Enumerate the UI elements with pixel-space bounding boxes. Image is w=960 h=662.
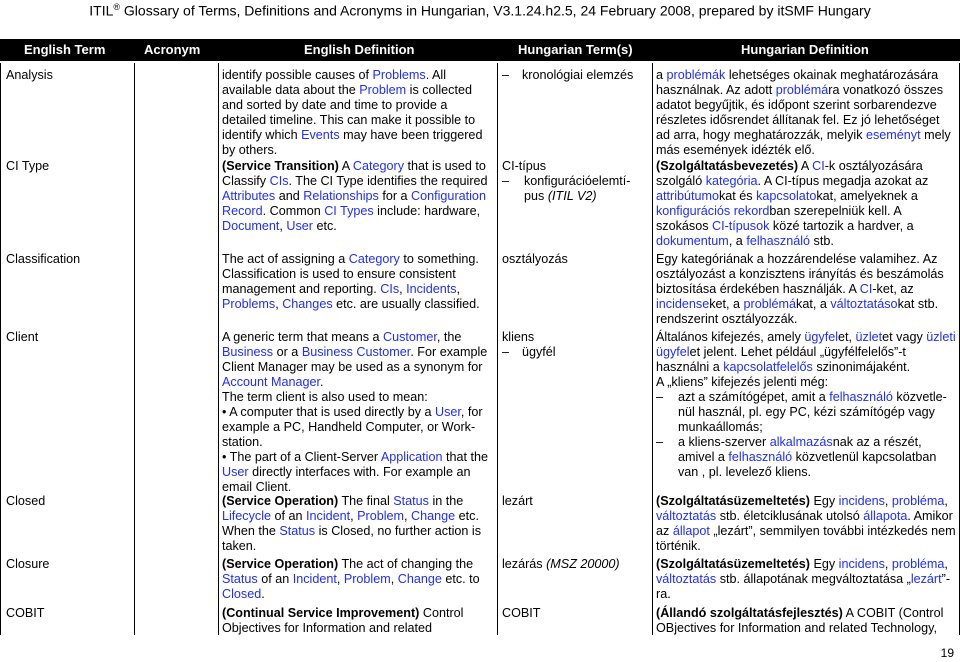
link-customer[interactable]: Customer [383,330,437,344]
term-analysis: Analysis [6,68,53,82]
link-changes[interactable]: Changes [282,297,333,311]
definition-en-closure: (Service Operation) The act of changing the Status of an Incident, Problem, Change etc. to Closed. [222,557,480,601]
link-configuration-record[interactable]: Configuration Record [222,189,486,218]
link-relationships[interactable]: Relationships [303,189,379,203]
link-kapcsolatfelelos[interactable]: kapcsolatfelelős [723,360,813,374]
link-cis[interactable]: CIs [380,282,400,296]
grid-line [652,63,653,635]
link-change[interactable]: Change [411,509,456,523]
registered-mark: ® [113,2,121,12]
link-change[interactable]: Change [397,572,442,586]
hu-term-closure: lezárás (MSZ 20000) [502,557,620,571]
link-alkalmazas[interactable]: alkalmazás [769,435,833,449]
definition-hu-client: Általános kifejezés, amely ügyfelet, üzletet vagy üzleti ügyfelet jelent. Lehet például „ügyfélfelelős”-t használni a kapcsolatfelelős szinonimájaként. A „kliens” kifejezés jelenti még: – azt a számítógépet, amit a felhasználó közvetle-nül használ, pl. egy PC, kézi számítógép vagy munkaállomás; – a kliens-szerver alkalmazásnak az a részét, amivel a felhasználó közvetlenül kapcsolatban van , pl. levelező kliens. [656,330,956,479]
link-uzleti-ugyfel[interactable]: üzleti ügyfel [656,330,956,359]
grid-line [134,63,135,635]
definition-en-analysis: identify possible causes of Problems. All available data about the Problem is collected and sorted by date and time to provide a detailed timeline. This can make it possible to identify which Events may have been triggered by others. [222,68,483,157]
link-problem[interactable]: Problem [357,509,405,523]
link-allapota[interactable]: állapota [863,509,908,523]
link-valtoztatas[interactable]: változtatás [656,572,717,586]
term-closed: Closed [6,494,46,508]
link-application[interactable]: Application [380,450,443,464]
link-problems[interactable]: Problems [222,297,276,311]
link-status[interactable]: Status [279,524,316,538]
col-hungarian-definition: Hungarian Definition [741,42,869,57]
link-user[interactable]: User [435,405,461,419]
link-problema[interactable]: probléma [891,494,945,508]
link-felhasznalo[interactable]: felhasználó [829,390,893,404]
link-cis[interactable]: CIs [269,174,289,188]
hu-term-analysis: – kronológiai elemzés [502,68,634,82]
term-cobit: COBIT [6,606,45,620]
grid-line [497,63,498,635]
link-category[interactable]: Category [352,159,405,173]
link-attributumo[interactable]: attribútumo [656,189,719,203]
definition-en-cobit: (Continual Service Improvement) Control Objectives for Information and related [222,606,464,635]
definition-en-client: A generic term that means a Customer, the Business or a Business Customer. For example Client Manager may be used as a synonym for Account Manager. The term client is also used to mean: • A computer that is used directly by a User, for example a PC, Handheld Computer, or Work-station. • The part of a Client-Server Application that the User directly interfaces with. For example an email Client. [222,330,489,494]
link-problema[interactable]: problémá [743,297,797,311]
link-attributes[interactable]: Attributes [222,189,276,203]
title-itil: ITIL [89,2,114,19]
definition-hu-ci-type: (Szolgáltatásbevezetés) A CI-k osztályozására szolgáló kategória. A CI-típus megadja azokat az attribútumokat és kapcsolatokat, amelyeknek a konfigurációs rekordban szerepelniük kell. A szokásos CI-típusok közé tartozik a hardver, a dokumentum, a felhasználó stb. [656,159,929,248]
link-closed[interactable]: Closed [222,587,262,601]
link-incident[interactable]: Incident [306,509,351,523]
link-kapcsolato[interactable]: kapcsolato [756,189,817,203]
link-lifecycle[interactable]: Lifecycle [222,509,271,523]
link-ci[interactable]: CI [859,282,873,296]
document-title [0,2,960,19]
page-number: 19 [940,646,954,660]
definition-hu-closed: (Szolgáltatásüzemeltetés) Egy incidens, probléma, változtatás stb. életciklusának utolsó állapota. Amikor az állapot „lezárt”, semmilyen további intézkedés nem történik. [656,494,956,553]
definition-hu-classification: Egy kategóriának a hozzárendelése valamihez. Az osztályozást a konzisztens irányítás és beszámolás biztosítása érdekében használják. A CI-ket, az incidenseket, a problémákat, a változtatásokat stb. rendszerint osztályozzák. [656,252,944,326]
col-english-definition: English Definition [304,42,415,57]
link-document[interactable]: Document [222,219,280,233]
link-allapot[interactable]: állapot [672,524,710,538]
link-konfiguracios-rekord[interactable]: konfigurációs rekord [656,204,770,218]
hu-term-cobit: COBIT [502,606,541,620]
link-uzlet[interactable]: üzlet [855,330,883,344]
grid-line [0,63,1,635]
link-valtoztataso[interactable]: változtatáso [830,297,898,311]
link-felhasznalo[interactable]: felhasználó [728,450,793,464]
link-incident[interactable]: Incident [292,572,337,586]
link-kategoria[interactable]: kategória [705,174,758,188]
link-user[interactable]: User [286,219,313,233]
hu-term-classification: osztályozás [502,252,568,266]
link-user[interactable]: User [222,465,249,479]
definition-en-classification: The act of assigning a Category to something. Classification is used to ensure consistent management and reporting. CIs, Incidents, Problems, Changes etc. are usually classified. [222,252,480,311]
term-client: Client [6,330,39,344]
link-problema[interactable]: probléma [891,557,945,571]
definition-hu-cobit: (Állandó szolgáltatásfejlesztés) A COBIT (Control OBjectives for Information and related Technology, [656,606,944,635]
term-ci-type: CI Type [6,159,50,173]
col-acronym: Acronym [144,42,201,57]
link-dokumentum[interactable]: dokumentum [656,234,729,248]
hu-term-client: kliens – ügyfél [502,330,556,359]
link-ugyfel[interactable]: ügyfel [804,330,839,344]
term-classification: Classification [6,252,81,266]
link-status[interactable]: Status [393,494,429,508]
definition-en-ci-type: (Service Transition) A Category that is used to Classify CIs. The CI Type identifies the required Attributes and Relationships for a Configuration Record. Common CI Types include: hardware, Document, User etc. [222,159,488,233]
link-problemak[interactable]: problémák [666,68,726,82]
col-english-term: English Term [24,42,106,57]
link-category[interactable]: Category [348,252,400,266]
link-account-manager[interactable]: Account Manager [222,375,321,389]
link-valtoztatas[interactable]: változtatás [656,509,717,523]
term-closure: Closure [6,557,50,571]
link-ci[interactable]: CI [812,159,825,173]
definition-hu-closure: (Szolgáltatásüzemeltetés) Egy incidens, probléma, változtatás stb. állapotának megváltoztatása „lezárt”-ra. [656,557,951,601]
link-incidens[interactable]: incidens [838,557,885,571]
col-hungarian-terms: Hungarian Term(s) [518,42,633,57]
link-events[interactable]: Events [301,128,340,142]
link-status[interactable]: Status [222,572,258,586]
link-incidens[interactable]: incidens [838,494,885,508]
hu-term-ci-type: CI-típus – konfigurációelemtí-pus (ITIL V2) [502,159,631,203]
link-incidense[interactable]: incidense [656,297,710,311]
link-incidents[interactable]: Incidents [406,282,457,296]
link-ci-tipusok[interactable]: CI-típusok [712,219,770,233]
title-text: Glossary of Terms, Definitions and Acronyms in Hungarian, V3.1.24.h2.5, 24 February 2008, prepared by itSMF Hungary [120,2,871,19]
link-esemenyt[interactable]: eseményt [866,128,921,142]
link-business[interactable]: Business [222,345,274,359]
link-problems[interactable]: Problems [372,68,426,82]
link-lezart[interactable]: lezárt [910,572,942,586]
link-ci-types[interactable]: CI Types [324,204,374,218]
definition-en-closed: (Service Operation) The final Status in the Lifecycle of an Incident, Problem, Change etc. When the Status is Closed, no further action is taken. [222,494,482,553]
link-felhasznalo[interactable]: felhasználó [746,234,811,248]
table-header [0,39,960,61]
definition-hu-analysis: a problémák lehetséges okainak meghatározására használnak. Az adott problémára vonatkozó összes adatot begyűjtik, és időpont szerint sorbarendezve részletes idősrendet állítanak fel. Ez jó lehetőséget ad arra, hogy meghatározzák, melyik eseményt mely más események idézték elő. [656,68,951,157]
grid-line [218,63,219,635]
hu-term-closed: lezárt [502,494,533,508]
link-problem[interactable]: Problem [359,83,407,97]
link-problem[interactable]: Problem [343,572,391,586]
link-business-customer[interactable]: Business Customer [301,345,411,359]
link-problema[interactable]: problémá [775,83,829,97]
